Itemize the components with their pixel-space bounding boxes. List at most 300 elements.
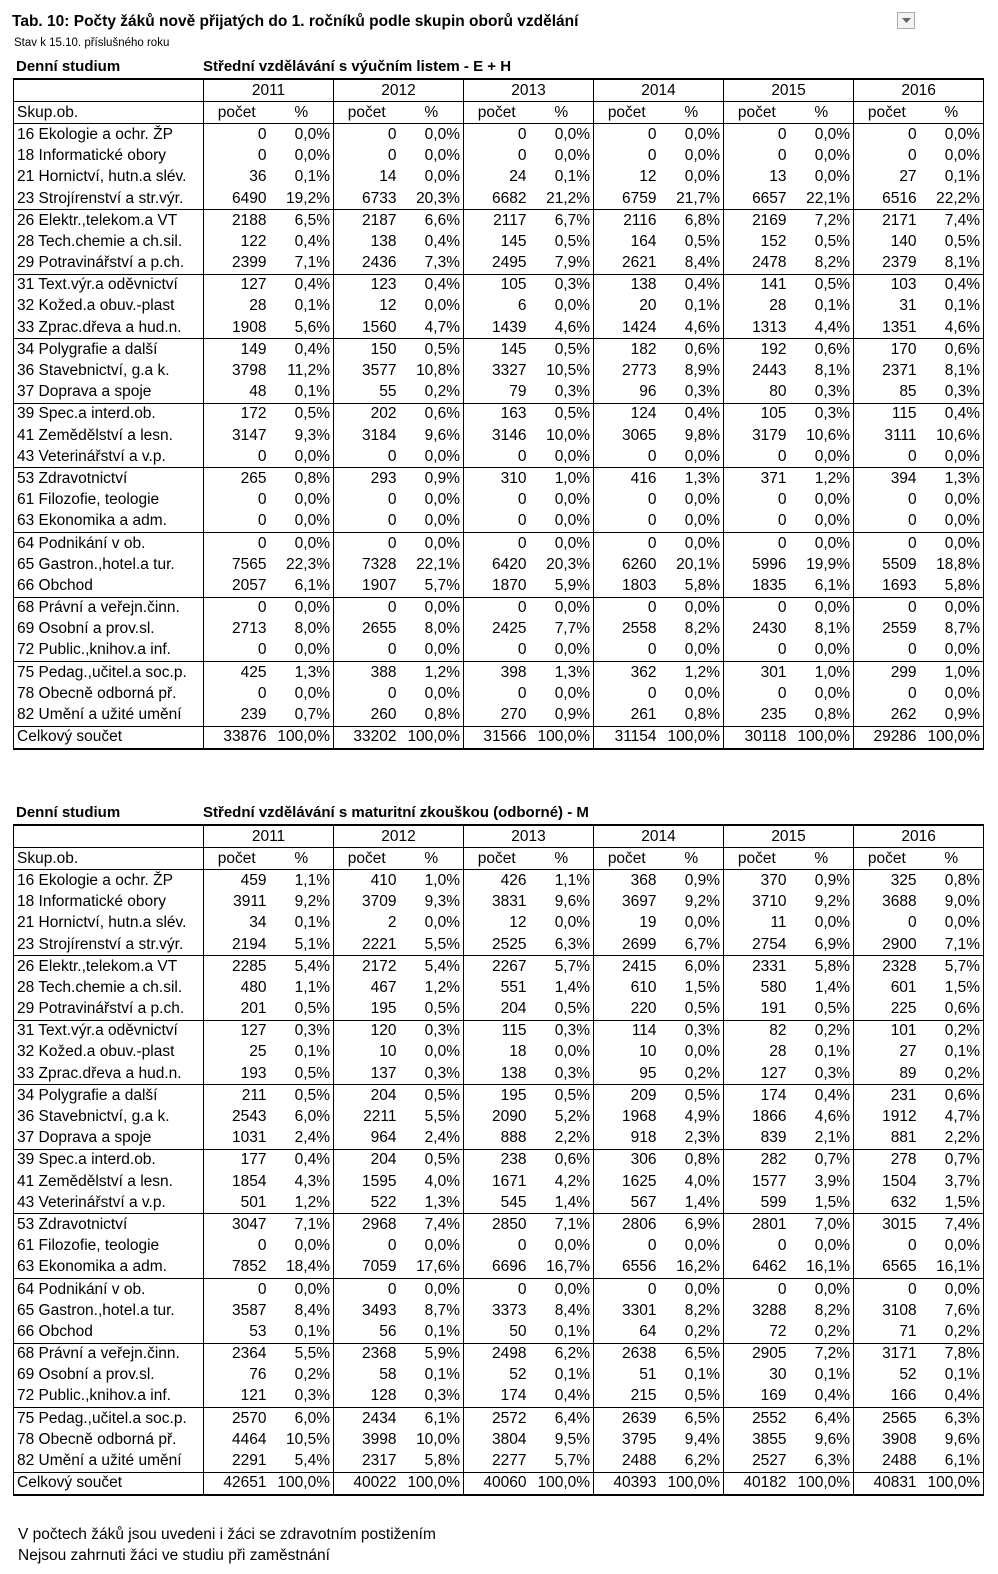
count-cell: 6462 — [724, 1257, 790, 1279]
percent-cell: 9,0% — [920, 892, 984, 913]
percent-cell: 8,0% — [270, 619, 334, 640]
count-cell: 27 — [854, 1042, 920, 1063]
percent-cell: 0,5% — [790, 231, 854, 252]
count-cell: 0 — [334, 146, 400, 167]
count-cell: 370 — [724, 870, 790, 892]
count-cell: 1313 — [724, 317, 790, 339]
count-cell: 1577 — [724, 1171, 790, 1192]
count-cell: 0 — [204, 640, 270, 662]
count-cell: 2331 — [724, 956, 790, 978]
count-cell: 6696 — [464, 1257, 530, 1279]
count-cell: 2552 — [724, 1408, 790, 1430]
row-label: 61 Filozofie, teologie — [14, 1236, 204, 1257]
percent-cell: 0,5% — [790, 999, 854, 1021]
table-section-maturitni — [13, 803, 984, 1496]
percent-cell: 0,5% — [530, 403, 594, 425]
percent-cell: 20,1% — [660, 554, 724, 575]
table-row — [14, 532, 984, 554]
percent-cell: 0,5% — [400, 1085, 464, 1107]
table-row — [14, 1128, 984, 1150]
percent-cell: 5,4% — [270, 1450, 334, 1472]
percent-cell: 5,6% — [270, 317, 334, 339]
percent-cell: 5,9% — [530, 575, 594, 597]
percent-cell: 0,3% — [790, 1063, 854, 1085]
percent-cell: 0,1% — [920, 1365, 984, 1386]
percent-cell: 0,0% — [790, 1278, 854, 1300]
count-cell: 0 — [204, 511, 270, 533]
count-cell: 410 — [334, 870, 400, 892]
percent-cell: 8,2% — [660, 619, 724, 640]
table-row — [14, 597, 984, 619]
percent-cell: 0,4% — [790, 1386, 854, 1408]
percent-cell: 10,0% — [400, 1429, 464, 1450]
percent-cell: 6,8% — [660, 210, 724, 232]
percent-cell: 19,9% — [790, 554, 854, 575]
count-cell: 48 — [204, 382, 270, 404]
count-cell: 2436 — [334, 253, 400, 275]
count-cell: 3855 — [724, 1429, 790, 1450]
percent-cell: 1,0% — [400, 870, 464, 892]
table-row — [14, 511, 984, 533]
count-cell: 56 — [334, 1321, 400, 1343]
percent-cell: 0,5% — [660, 999, 724, 1021]
count-cell: 0 — [204, 124, 270, 146]
total-count-cell: 33876 — [204, 726, 270, 749]
percent-cell: 0,9% — [400, 468, 464, 490]
count-cell: 103 — [854, 274, 920, 296]
count-cell: 0 — [594, 146, 660, 167]
count-cell: 64 — [594, 1321, 660, 1343]
percent-cell: 0,3% — [400, 1020, 464, 1042]
count-cell: 0 — [464, 1278, 530, 1300]
row-label: 63 Ekonomika a adm. — [14, 1257, 204, 1279]
percent-cell: 0,5% — [920, 231, 984, 252]
count-cell: 24 — [464, 167, 530, 188]
percent-cell: 22,3% — [270, 554, 334, 575]
count-cell: 1351 — [854, 317, 920, 339]
percent-cell: 0,3% — [920, 382, 984, 404]
count-cell: 204 — [334, 1085, 400, 1107]
table-row — [14, 704, 984, 726]
total-percent-cell: 100,0% — [400, 726, 464, 749]
percent-column-header: % — [270, 102, 334, 124]
percent-cell: 6,3% — [790, 1450, 854, 1472]
count-cell: 3065 — [594, 425, 660, 446]
count-cell: 306 — [594, 1149, 660, 1171]
percent-cell: 5,8% — [920, 575, 984, 597]
percent-cell: 0,0% — [790, 146, 854, 167]
row-label: 68 Právní a veřejn.činn. — [14, 1343, 204, 1365]
percent-cell: 4,4% — [790, 317, 854, 339]
row-label: 18 Informatické obory — [14, 146, 204, 167]
percent-cell: 1,1% — [530, 870, 594, 892]
count-cell: 220 — [594, 999, 660, 1021]
count-cell: 0 — [594, 1236, 660, 1257]
percent-cell: 0,0% — [660, 1278, 724, 1300]
count-cell: 53 — [204, 1321, 270, 1343]
count-cell: 0 — [724, 532, 790, 554]
row-label: 31 Text.výr.a oděvnictví — [14, 274, 204, 296]
column-header-row — [14, 102, 984, 124]
count-cell: 191 — [724, 999, 790, 1021]
percent-cell: 2,2% — [530, 1128, 594, 1150]
percent-cell: 0,2% — [400, 382, 464, 404]
row-label: 39 Spec.a interd.ob. — [14, 1149, 204, 1171]
count-cell: 601 — [854, 977, 920, 998]
percent-cell: 0,6% — [920, 1085, 984, 1107]
count-cell: 610 — [594, 977, 660, 998]
percent-cell: 21,2% — [530, 188, 594, 210]
count-cell: 0 — [334, 597, 400, 619]
count-cell: 204 — [464, 999, 530, 1021]
percent-cell: 7,4% — [920, 1214, 984, 1236]
row-label: 21 Hornictví, hutn.a slév. — [14, 913, 204, 934]
count-cell: 3688 — [854, 892, 920, 913]
count-column-header: počet — [464, 102, 530, 124]
count-cell: 3184 — [334, 425, 400, 446]
count-cell: 6260 — [594, 554, 660, 575]
count-cell: 6420 — [464, 554, 530, 575]
percent-cell: 0,2% — [790, 1020, 854, 1042]
percent-cell: 5,4% — [400, 956, 464, 978]
page-subtitle: Stav k 15.10. příslušného roku — [14, 37, 170, 49]
percent-cell: 0,4% — [790, 1085, 854, 1107]
percent-cell: 7,1% — [270, 253, 334, 275]
count-cell: 1671 — [464, 1171, 530, 1192]
count-cell: 394 — [854, 468, 920, 490]
percent-cell: 0,9% — [660, 870, 724, 892]
count-cell: 0 — [594, 511, 660, 533]
count-cell: 2267 — [464, 956, 530, 978]
percent-cell: 0,0% — [660, 490, 724, 511]
row-label: 36 Stavebnictví, g.a k. — [14, 360, 204, 381]
count-cell: 3179 — [724, 425, 790, 446]
percent-cell: 0,0% — [790, 532, 854, 554]
percent-cell: 0,9% — [790, 870, 854, 892]
row-label: 64 Podnikání v ob. — [14, 1278, 204, 1300]
percent-cell: 9,6% — [790, 1429, 854, 1450]
percent-cell: 2,4% — [270, 1128, 334, 1150]
percent-cell: 6,1% — [790, 575, 854, 597]
row-label: 37 Doprava a spoje — [14, 382, 204, 404]
count-cell: 6565 — [854, 1257, 920, 1279]
count-cell: 839 — [724, 1128, 790, 1150]
row-label: 65 Gastron.,hotel.a tur. — [14, 1300, 204, 1321]
count-cell: 170 — [854, 339, 920, 361]
table-row — [14, 619, 984, 640]
count-cell: 3798 — [204, 360, 270, 381]
percent-cell: 9,2% — [790, 892, 854, 913]
total-count-cell: 30118 — [724, 726, 790, 749]
percent-cell: 6,6% — [400, 210, 464, 232]
count-cell: 2488 — [854, 1450, 920, 1472]
table-row — [14, 554, 984, 575]
count-cell: 2169 — [724, 210, 790, 232]
percent-cell: 5,7% — [530, 1450, 594, 1472]
count-cell: 169 — [724, 1386, 790, 1408]
percent-cell: 4,0% — [400, 1171, 464, 1192]
count-cell: 231 — [854, 1085, 920, 1107]
count-cell: 2172 — [334, 956, 400, 978]
percent-cell: 0,0% — [400, 640, 464, 662]
count-cell: 0 — [464, 490, 530, 511]
percent-cell: 0,0% — [660, 913, 724, 934]
count-cell: 0 — [334, 446, 400, 468]
table-row — [14, 1343, 984, 1365]
percent-cell: 1,4% — [530, 977, 594, 998]
percent-cell: 0,6% — [920, 999, 984, 1021]
percent-cell: 9,5% — [530, 1429, 594, 1450]
count-cell: 0 — [464, 146, 530, 167]
year-header: 2016 — [854, 825, 984, 848]
percent-cell: 0,4% — [400, 274, 464, 296]
percent-cell: 0,0% — [530, 296, 594, 317]
row-label: 53 Zdravotnictví — [14, 468, 204, 490]
count-cell: 19 — [594, 913, 660, 934]
percent-cell: 1,5% — [660, 977, 724, 998]
percent-cell: 0,3% — [530, 382, 594, 404]
count-cell: 12 — [594, 167, 660, 188]
percent-cell: 0,0% — [790, 511, 854, 533]
percent-cell: 1,2% — [790, 468, 854, 490]
total-count-cell: 31566 — [464, 726, 530, 749]
count-cell: 89 — [854, 1063, 920, 1085]
count-cell: 6556 — [594, 1257, 660, 1279]
count-cell: 3831 — [464, 892, 530, 913]
count-cell: 265 — [204, 468, 270, 490]
table-row — [14, 1106, 984, 1127]
percent-cell: 8,7% — [400, 1300, 464, 1321]
count-cell: 0 — [724, 146, 790, 167]
count-cell: 166 — [854, 1386, 920, 1408]
count-cell: 580 — [724, 977, 790, 998]
percent-cell: 0,0% — [920, 490, 984, 511]
percent-cell: 7,4% — [400, 1214, 464, 1236]
total-percent-cell: 100,0% — [790, 1472, 854, 1495]
percent-cell: 7,7% — [530, 619, 594, 640]
count-cell: 225 — [854, 999, 920, 1021]
percent-cell: 0,0% — [660, 1042, 724, 1063]
count-cell: 0 — [594, 446, 660, 468]
percent-cell: 0,4% — [660, 274, 724, 296]
percent-cell: 5,8% — [790, 956, 854, 978]
percent-cell: 0,7% — [790, 1149, 854, 1171]
count-cell: 11 — [724, 913, 790, 934]
count-cell: 177 — [204, 1149, 270, 1171]
row-label: 41 Zemědělství a lesn. — [14, 425, 204, 446]
count-cell: 1835 — [724, 575, 790, 597]
total-count-cell: 42651 — [204, 1472, 270, 1495]
count-cell: 202 — [334, 403, 400, 425]
count-cell: 2116 — [594, 210, 660, 232]
count-cell: 398 — [464, 662, 530, 684]
percent-cell: 0,4% — [270, 339, 334, 361]
year-header-row — [14, 79, 984, 102]
count-cell: 0 — [464, 597, 530, 619]
total-percent-cell: 100,0% — [270, 726, 334, 749]
percent-cell: 0,0% — [530, 1042, 594, 1063]
percent-cell: 0,4% — [660, 403, 724, 425]
row-label: 28 Tech.chemie a ch.sil. — [14, 231, 204, 252]
count-cell: 20 — [594, 296, 660, 317]
percent-cell: 1,3% — [660, 468, 724, 490]
count-cell: 58 — [334, 1365, 400, 1386]
row-label: 32 Kožed.a obuv.-plast — [14, 1042, 204, 1063]
percent-cell: 8,4% — [530, 1300, 594, 1321]
count-cell: 141 — [724, 274, 790, 296]
percent-cell: 6,1% — [400, 1408, 464, 1430]
count-column-header: počet — [854, 102, 920, 124]
count-cell: 0 — [594, 683, 660, 704]
count-cell: 0 — [594, 597, 660, 619]
percent-cell: 0,0% — [920, 146, 984, 167]
count-cell: 10 — [594, 1042, 660, 1063]
row-label: 32 Kožed.a obuv.-plast — [14, 296, 204, 317]
count-cell: 0 — [594, 1278, 660, 1300]
total-count-cell: 29286 — [854, 726, 920, 749]
percent-cell: 4,2% — [530, 1171, 594, 1192]
count-cell: 3795 — [594, 1429, 660, 1450]
count-cell: 2171 — [854, 210, 920, 232]
count-cell: 2364 — [204, 1343, 270, 1365]
filter-dropdown-button[interactable] — [897, 12, 915, 29]
percent-cell: 0,1% — [270, 1321, 334, 1343]
percent-cell: 6,4% — [530, 1408, 594, 1430]
count-cell: 1870 — [464, 575, 530, 597]
count-cell: 2900 — [854, 934, 920, 956]
table-row — [14, 253, 984, 275]
count-cell: 2194 — [204, 934, 270, 956]
count-cell: 2558 — [594, 619, 660, 640]
percent-cell: 6,2% — [660, 1450, 724, 1472]
row-label: 72 Public.,knihov.a inf. — [14, 1386, 204, 1408]
percent-cell: 0,4% — [920, 274, 984, 296]
row-label: 53 Zdravotnictví — [14, 1214, 204, 1236]
row-label: 72 Public.,knihov.a inf. — [14, 640, 204, 662]
count-cell: 137 — [334, 1063, 400, 1085]
row-label: 29 Potravinářství a p.ch. — [14, 999, 204, 1021]
percent-column-header: % — [920, 848, 984, 870]
count-cell: 1031 — [204, 1128, 270, 1150]
percent-cell: 2,3% — [660, 1128, 724, 1150]
percent-cell: 8,4% — [660, 253, 724, 275]
section-label: Denní studium — [16, 804, 121, 821]
count-cell: 1625 — [594, 1171, 660, 1192]
percent-cell: 0,0% — [920, 511, 984, 533]
count-cell: 2572 — [464, 1408, 530, 1430]
table-row — [14, 360, 984, 381]
table-row — [14, 425, 984, 446]
table-row — [14, 1365, 984, 1386]
percent-column-header: % — [270, 848, 334, 870]
count-cell: 501 — [204, 1192, 270, 1214]
section-title: Střední vzdělávání s výučním listem - E + H — [203, 58, 512, 75]
percent-cell: 0,5% — [400, 1149, 464, 1171]
table-row — [14, 382, 984, 404]
percent-cell: 0,3% — [530, 1063, 594, 1085]
table-row — [14, 490, 984, 511]
year-header: 2014 — [594, 79, 724, 102]
percent-cell: 21,7% — [660, 188, 724, 210]
percent-cell: 10,5% — [270, 1429, 334, 1450]
percent-cell: 4,6% — [530, 317, 594, 339]
count-cell: 7328 — [334, 554, 400, 575]
count-cell: 1968 — [594, 1106, 660, 1127]
percent-cell: 6,5% — [660, 1343, 724, 1365]
percent-cell: 0,0% — [530, 640, 594, 662]
percent-cell: 20,3% — [400, 188, 464, 210]
percent-cell: 0,0% — [400, 296, 464, 317]
row-label: 43 Veterinářství a v.p. — [14, 446, 204, 468]
count-cell: 918 — [594, 1128, 660, 1150]
count-cell: 0 — [334, 1278, 400, 1300]
count-cell: 172 — [204, 403, 270, 425]
percent-cell: 0,6% — [790, 339, 854, 361]
count-cell: 0 — [204, 683, 270, 704]
percent-cell: 1,3% — [920, 468, 984, 490]
total-count-cell: 40022 — [334, 1472, 400, 1495]
year-header: 2016 — [854, 79, 984, 102]
table-row — [14, 1085, 984, 1107]
table-row — [14, 1257, 984, 1279]
count-cell: 50 — [464, 1321, 530, 1343]
percent-cell: 6,5% — [270, 210, 334, 232]
count-cell: 164 — [594, 231, 660, 252]
percent-cell: 10,5% — [530, 360, 594, 381]
row-label: 66 Obchod — [14, 1321, 204, 1343]
percent-cell: 6,9% — [790, 934, 854, 956]
count-cell: 36 — [204, 167, 270, 188]
percent-cell: 0,0% — [920, 124, 984, 146]
count-cell: 0 — [204, 1236, 270, 1257]
table-row — [14, 1192, 984, 1214]
table-row — [14, 1429, 984, 1450]
total-row — [14, 726, 984, 749]
year-header: 2014 — [594, 825, 724, 848]
row-label: 63 Ekonomika a adm. — [14, 511, 204, 533]
percent-cell: 7,1% — [270, 1214, 334, 1236]
count-column-header: počet — [334, 848, 400, 870]
count-cell: 3998 — [334, 1429, 400, 1450]
count-cell: 6516 — [854, 188, 920, 210]
percent-cell: 0,0% — [530, 124, 594, 146]
count-cell: 195 — [334, 999, 400, 1021]
percent-cell: 9,2% — [660, 892, 724, 913]
percent-cell: 0,0% — [530, 446, 594, 468]
count-cell: 209 — [594, 1085, 660, 1107]
count-cell: 3288 — [724, 1300, 790, 1321]
count-cell: 3577 — [334, 360, 400, 381]
percent-cell: 6,4% — [790, 1408, 854, 1430]
count-cell: 480 — [204, 977, 270, 998]
percent-cell: 0,4% — [400, 231, 464, 252]
count-cell: 368 — [594, 870, 660, 892]
percent-cell: 0,0% — [270, 511, 334, 533]
table-row — [14, 977, 984, 998]
percent-cell: 2,2% — [920, 1128, 984, 1150]
table-row — [14, 1450, 984, 1472]
percent-cell: 0,8% — [400, 704, 464, 726]
count-cell: 3147 — [204, 425, 270, 446]
percent-cell: 7,2% — [790, 210, 854, 232]
percent-cell: 0,5% — [660, 1386, 724, 1408]
count-cell: 28 — [724, 296, 790, 317]
row-label: 69 Osobní a prov.sl. — [14, 619, 204, 640]
count-cell: 270 — [464, 704, 530, 726]
percent-cell: 7,1% — [530, 1214, 594, 1236]
count-cell: 301 — [724, 662, 790, 684]
count-column-header: počet — [724, 848, 790, 870]
